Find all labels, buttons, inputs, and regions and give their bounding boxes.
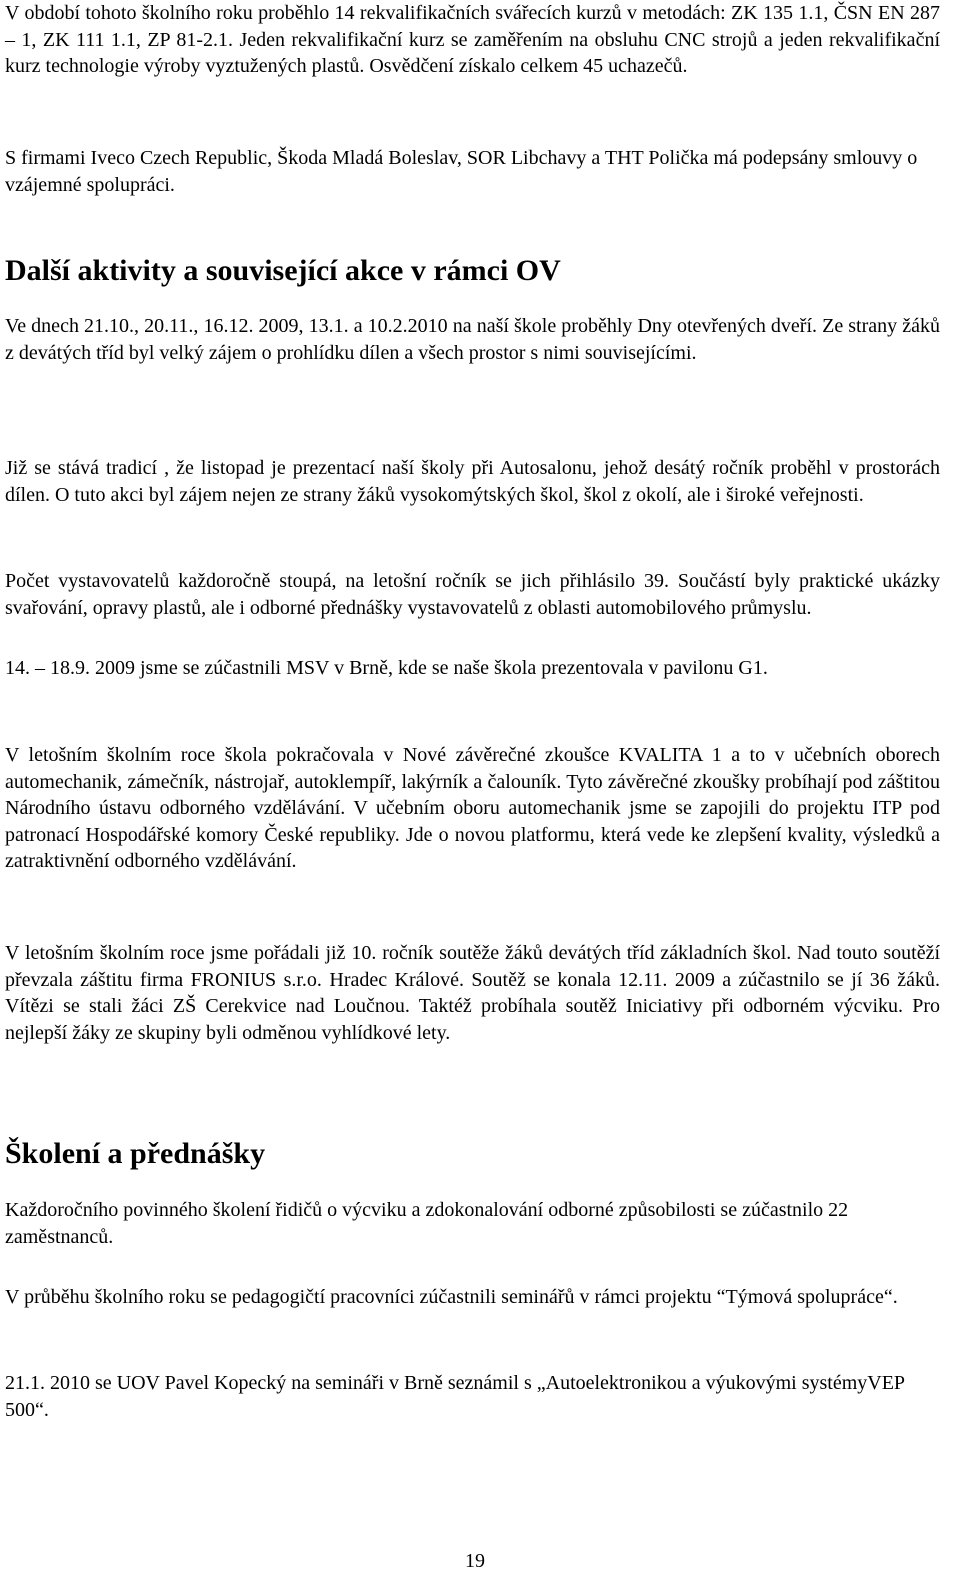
paragraph-open-days: Ve dnech 21.10., 20.11., 16.12. 2009, 13.1. a 10.2.2010 na naší škole proběhly Dny otevřených dveří. Ze strany žáků z devátých tříd byl velký zájem o prohlídku dílen a všech prostor s nimi souvisejícími. <box>5 315 940 364</box>
paragraph-seminar-brno: 21.1. 2010 se UOV Pavel Kopecký na semináři v Brně seznámil s „Autoelektronikou a výukovými systémyVEP 500“. <box>5 1372 905 1421</box>
heading-other-activities: Další aktivity a související akce v rámci OV <box>5 254 561 287</box>
paragraph-exhibitors: Počet vystavovatelů každoročně stoupá, na letošní ročník se jich přihlásilo 39. Součástí byly praktické ukázky svařování, opravy plastů, ale i odborné přednášky vystavovatelů z oblasti automobilového průmyslu. <box>5 570 940 619</box>
paragraph-competition: V letošním školním roce jsme pořádali již 10. ročník soutěže žáků devátých tříd základních škol. Nad touto soutěží převzala záštitu firma FRONIUS s.r.o. Hradec Králové. Soutěž se konala 12.11. 2009 a zúčastnilo se jí 36 žáků. Vítězi se stali žáci ZŠ Cerekvice nad Loučnou. Taktéž probíhala soutěž Iniciativy při odborném výcviku. Pro nejlepší žáky ze skupiny byli odměnou vyhlídkové lety. <box>5 942 940 1044</box>
paragraph-msv-brno: 14. – 18.9. 2009 jsme se zúčastnili MSV v Brně, kde se naše škola prezentovala v pavilonu G1. <box>5 657 768 679</box>
paragraph-welding-courses: V období tohoto školního roku proběhlo 14 rekvalifikačních svářecích kurzů v metodách: ZK 135 1.1, ČSN EN 287 – 1, ZK 111 1.1, ZP 81-2.1. Jeden rekvalifikační kurz se zaměřením na obsluhu CNC strojů a jeden rekvalifikační kurz technologie výroby vyztužených plastů. Osvědčení získalo celkem 45 uchazečů. <box>5 2 940 77</box>
page-number: 19 <box>465 1550 485 1572</box>
paragraph-driver-training: Každoročního povinného školení řidičů o výcviku a zdokonalování odborné způsobilosti se zúčastnilo 22 zaměstnanců. <box>5 1199 849 1248</box>
heading-training-lectures: Školení a přednášky <box>5 1137 266 1170</box>
paragraph-cooperation: S firmami Iveco Czech Republic, Škoda Mladá Boleslav, SOR Libchavy a THT Polička má podepsány smlouvy o vzájemné spolupráci. <box>5 147 918 196</box>
paragraph-final-exam: V letošním školním roce škola pokračovala v Nové závěrečné zkoušce KVALITA 1 a to v učebních oborech automechanik, zámečník, nástrojař, autoklempíř, lakýrník a čalouník. Tyto závěrečné zkoušky probíhají pod záštitou Národního ústavu odborného vzdělávání. V učebním oboru automechanik jsme se zapojili do projektu ITP pod patronací Hospodářské komory České republiky. Jde o novou platformu, která vede ke zlepšení kvality, výsledků a zatraktivnění odborného vzdělávání. <box>5 744 940 872</box>
paragraph-teacher-seminars: V průběhu školního roku se pedagogičtí pracovníci zúčastnili seminářů v rámci projektu “Týmová spolupráce“. <box>5 1286 898 1308</box>
paragraph-autosalon: Již se stává tradicí , že listopad je prezentací naší školy při Autosalonu, jehož desátý ročník proběhl v prostorách dílen. O tuto akci byl zájem nejen ze strany žáků vysokomýtských škol, škol z okolí, ale i široké veřejnosti. <box>5 457 940 506</box>
